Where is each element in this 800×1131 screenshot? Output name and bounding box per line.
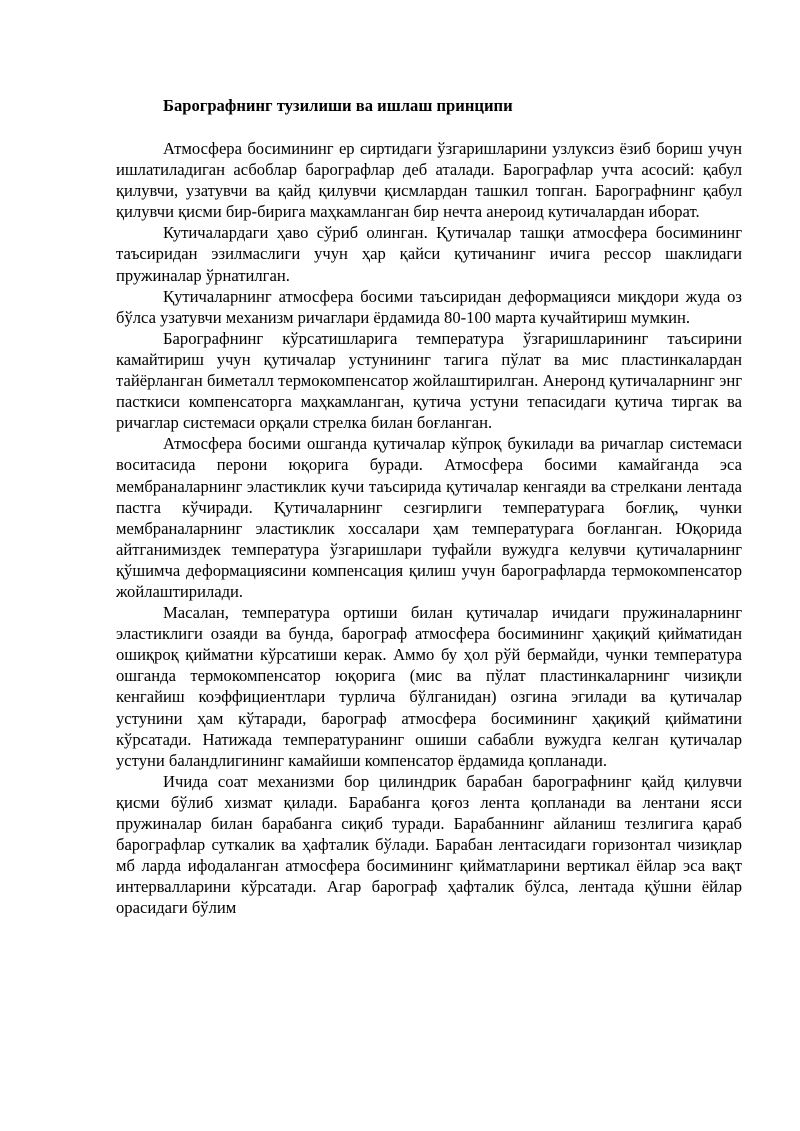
paragraph-7: Ичида соат механизми бор цилиндрик барабан барографнинг қайд қилувчи қисми бўлиб хизмат қилади. Барабанга қоғоз лента қопланади ва лентани ясси пружиналар билан барабанга сиқиб туради. Барабаннинг айланиш тезлигига қараб барографлар суткалик ва ҳафталик бўлади. Барабан лентасидаги горизонтал чизиқлар мб ларда ифодаланган атмосфера босимининг қийматларини вертикал ёйлар эса вақт интервалларини кўрсатади. Агар барограф ҳафталик бўлса, лентада қўшни ёйлар орасидаги бўлим (116, 771, 742, 918)
document-title: Барографнинг тузилиши ва ишлаш принципи (163, 96, 513, 115)
paragraph-4: Барографнинг кўрсатишларига температура ўзгаришларининг таъсирини камайтириш учун қутичалар устунининг тагига пўлат ва мис пластинкалардан тайёрланган биметалл термокомпенсатор жойлаштирилган. Анеронд қутичаларнинг энг пасткиси компенсаторга маҳкамланган, қутича устуни тепасидаги қутича тиргак ва ричаглар системаси орқали стрелка билан боғланган. (116, 328, 742, 433)
paragraph-6: Масалан, температура ортиши билан қутичалар ичидаги пружиналарнинг эластиклиги озаяди ва бунда, барограф атмосфера босимининг ҳақиқий қийматидан ошиқроқ қийматни кўрсатиши керак. Аммо бу ҳол рўй бермайди, чунки температура ошганда термокомпенсатор юқорига (мис ва пўлат пластинкаларнинг чизиқли кенгайиш коэффициентлари турлича бўлганидан) озгина эгилади ва қутичалар устунини ҳам кўтаради, барограф атмосфера босимининг ҳақиқий қийматини кўрсатади. Натижада температуранинг ошиши сабабли вужудга келган қутичалар устуни баландлигининг камайиши компенсатор ёрдамида қопланади. (116, 603, 742, 770)
paragraph-1: Атмосфера босимининг ер сиртидаги ўзгаришларини узлуксиз ёзиб бориш учун ишлатиладиган асбоблар барографлар деб аталади. Барографлар учта асосий: қабул қилувчи, узатувчи ва қайд қилувчи қисмлардан ташкил топган. Барографнинг қабул қилувчи қисми бир-бирига маҳкамланган бир нечта анероид кутичалардан иборат. (116, 139, 742, 222)
paragraph-3: Қутичаларнинг атмосфера босими таъсиридан деформацияси миқдори жуда оз бўлса узатувчи механизм ричаглари ёрдамида 80-100 марта кучайтириш мумкин. (116, 286, 742, 327)
paragraph-5: Атмосфера босими ошганда қутичалар кўпроқ букилади ва ричаглар системаси воситасида перони юқорига буради. Атмосфера босими камайганда эса мембраналарнинг эластиклик кучи таъсирида қутичалар кенгаяди ва стрелкани лентада пастга кўчиради. Қутичаларнинг сезгирлиги температурага боғлиқ, чунки мембраналарнинг эластиклик хоссалари ҳам температурага боғланган. Юқорида айтганимиздек температура ўзгаришлари туфайли вужудга келувчи қутичаларнинг қўшимча деформациясини компенсация қилиш учун барографларда термокомпенсатор жойлаштирилади. (116, 434, 742, 601)
paragraph-2: Кутичалардаги ҳаво сўриб олинган. Қутичалар ташқи атмосфера босимининг таъсиридан эзилмаслиги учун ҳар қайси қутичанинг ичига рессор шаклидаги пружиналар ўрнатилган. (116, 223, 742, 285)
document-page (116, 95, 742, 918)
